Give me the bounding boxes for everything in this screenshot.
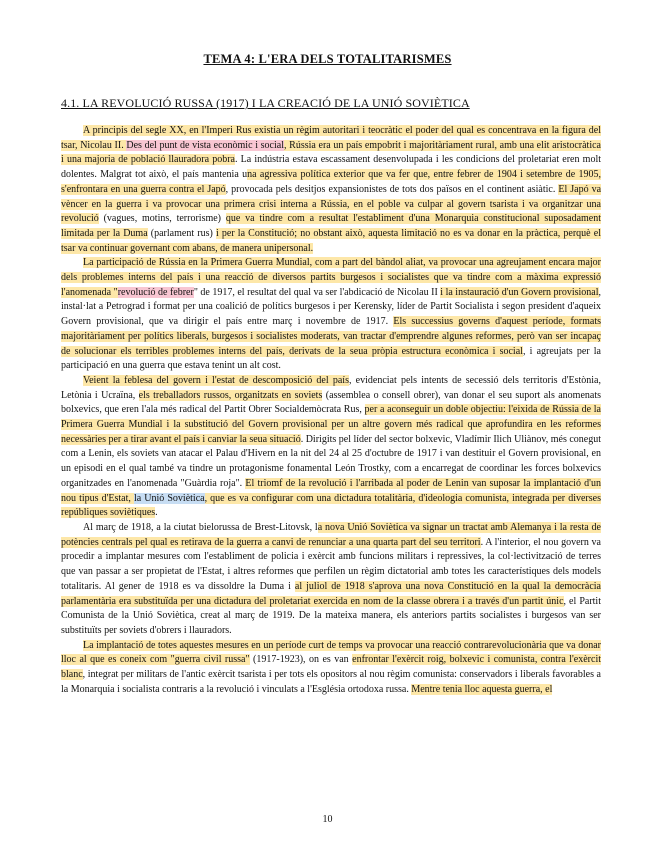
text-run: " de 1917, el resultat del qual va ser l'abdicació de Nicolau II (193, 286, 441, 298)
text-run: . A l'interior, el nou govern va procedir a implantar mesures com l'establiment de policia i exèrcit amb funcions militars i repressives, la col·lectivització de terres que van passar a ser propietat de l'Estat, i altres reformes que perfilen un règim dictatorial amb totes les característiques dels models totalitaris. Al gener de 1918 es va dissoldre la Duma i (61, 536, 601, 592)
paragraph (61, 256, 601, 374)
text-run: . La indústria estava escassament desenvolupada i les condicions del proletariat eren molt dolentes. Malgrat tot això, el país mantenia u (61, 154, 602, 181)
text-run: , provocada pels desitjos expansionistes de tots dos països en el continent asiàtic. (225, 183, 559, 195)
highlighted-text: , que es va configurar com una dictadura totalitària, d'ideologia comunista, integrada per diverses repúbliques soviètiques (61, 492, 601, 519)
text-run: (parlament rus) (147, 227, 216, 239)
highlighted-text: els treballadors russos, organitzats en soviets (138, 389, 323, 401)
highlighted-text: , Rússia era un país empobrit i majoritàriament rural, amb una elit aristocràtica i una majoria de població llauradora pobra (61, 139, 601, 166)
document-body (61, 124, 601, 697)
text-run: , el Partit Comunista de la Unió Soviètica, creat al març de 1919. De la mateixa manera, els anteriors partits socialistes i burgesos van ser substituïts per soviets d'obrers i llauradors. (61, 595, 601, 636)
text-run: , instal·lat a Petrograd i format per una coalició de polítics burgesos i per Kerensky, líder de Partit Socialista i segon president d'aqueix Govern provisional, que va dirigir el país entre març i novembre de 1917. (61, 286, 601, 328)
highlighted-text: enfrontar l'exèrcit roig, bolxevic i comunista, contra l'exèrcit blanc (61, 654, 602, 681)
text-run: , evidenciat pels intents de secessió dels territoris d'Estònia, Letònia i Ucraïna, (61, 374, 601, 401)
highlighted-text: revolució de febrer (117, 286, 194, 298)
highlighted-text: na agressiva política exterior que va fer que, entre febrer de 1904 i setembre de 1905, s'enfrontara en una guerra contra el Japó (61, 169, 601, 195)
highlighted-text: La implantació de totes aquestes mesures en un període curt de temps va provocar una reacció contrarevolucionària que va donar lloc al que es coneix com "guerra civil russa" (61, 639, 601, 666)
highlighted-text: per a aconseguir un doble objectiu: l'eixida de Rússia de la Primera Guerra Mundial i la substitució del Govern provisional per un altre govern més radical que aprofundira en les reformes necessàries per a tirar avant el país i canviar la seua situació (61, 404, 601, 445)
highlighted-text: i per la Constitució; no obstant això, aquesta limitació no es va donar en la pràctica, perquè el tsar va continuar governant com abans, de manera unipersonal. (61, 227, 601, 254)
highlighted-text: A principis del segle XX, en l'Imperi Rus existia un règim autoritari i teocràtic el poder del qual es concentrava en la figura del tsar, Nicolau II. (61, 125, 601, 151)
highlighted-text: a nova Unió Soviètica va signar un tractat amb Alemanya i la resta de potències centrals pel qual es retirava de la guerra a canvi de renunciar a una quarta part del seu territori (61, 521, 601, 548)
highlighted-text: Els successius governs d'aquest període, formats majoritàriament per polítics liberals, burgesos i socialistes moderats, van tractar d'emprendre algunes reformes, però van ser incapaç de solucionar els terribles problemes interns del país, derivats de la seua pròpia estructura econòmica i social (61, 316, 601, 357)
paragraph (61, 521, 601, 639)
paragraph (61, 124, 601, 256)
highlighted-text: al juliol de 1918 s'aprova una nova Constitució en la qual la democràcia parlamentària era substituïda per una dictadura del proletariat exercida en nom de la classe obrera i a través d'un partit únic (61, 580, 601, 607)
highlighted-text: Mentre tenia lloc aquesta guerra, el (411, 683, 553, 695)
text-run: (assemblea o consell obrer), van donar el seu suport als anomenats bolxevics, que eren l'ala més radical del Partit Obrer Socialdemòcrata Rus, (61, 389, 601, 416)
text-run: . Dirigits pel líder del sector bolxevic, Vladímir Ilich Uliànov, més conegut com a Lenin, els soviets van atacar el Palau d'Hivern en la nit del 24 al 25 d'octubre de 1917 i van destituir el Govern provisional, en un episodi en el qual també va tindre un protagonisme fonamental León Trostky, com a encarregat de coordinar les forces bolxevics organitzades en l'anomenada "Guàrdia roja". (61, 433, 601, 489)
highlighted-text: i la instauració d'un Govern provisional (440, 286, 599, 298)
text-run: , i agreujats per la participació en una guerra que estava tenint un alt cost. (61, 345, 601, 372)
section-heading: 4.1. LA REVOLUCIÓ RUSSA (1917) I LA CREACIÓ DE LA UNIÓ SOVIÈTICA (61, 96, 470, 110)
paragraph (61, 639, 601, 698)
highlighted-text: El triomf de la revolució i l'arribada al poder de Lenin van suposar la implantació d'un nou tipus d'Estat, (61, 477, 601, 504)
highlighted-text: La participació de Rússia en la Primera Guerra Mundial, com a part del bàndol aliat, va provocar una agreujament encara major dels problemes interns del país i una reacció de diversos partits burgesos i socialistes que va tindre com a màxima expressió l'anomenada " (61, 257, 601, 298)
highlighted-text: la Unió Soviètica (133, 492, 205, 504)
highlighted-text: El Japó va vèncer en la guerra i va provocar una primera crisi interna a Rússia, en el poble va culpar al govern tsarista i va organitzar una revolució (61, 183, 602, 225)
paragraph (61, 374, 601, 521)
highlighted-text: Veient la feblesa del govern i l'estat de descomposició del país (83, 374, 349, 386)
text-run: (vagues, motins, terrorisme) (98, 213, 226, 225)
text-run: Al març de 1918, a la ciutat bielorussa de Brest-Litovsk, l (83, 521, 318, 533)
highlighted-text: Des del punt de vista econòmic i social (126, 139, 284, 151)
text-run: , integrat per militars de l'antic exèrcit tsarista i per tots els opositors al nou règim comunista: conservadors i liberals favorables a la Monarquia i socialista contraris a la revolució i vinculats a l'Església ortodoxa russa. (61, 669, 601, 695)
text-run: . (155, 507, 158, 519)
page-number: 10 (322, 814, 333, 825)
highlighted-text: que va tindre com a resultat l'establiment d'una Monarquia constitucional suposadament limitada per la Duma (61, 213, 601, 239)
document-title: TEMA 4: L'ERA DELS TOTALITARISMES (203, 52, 452, 66)
text-run: (1917-1923), on es van (249, 654, 353, 666)
